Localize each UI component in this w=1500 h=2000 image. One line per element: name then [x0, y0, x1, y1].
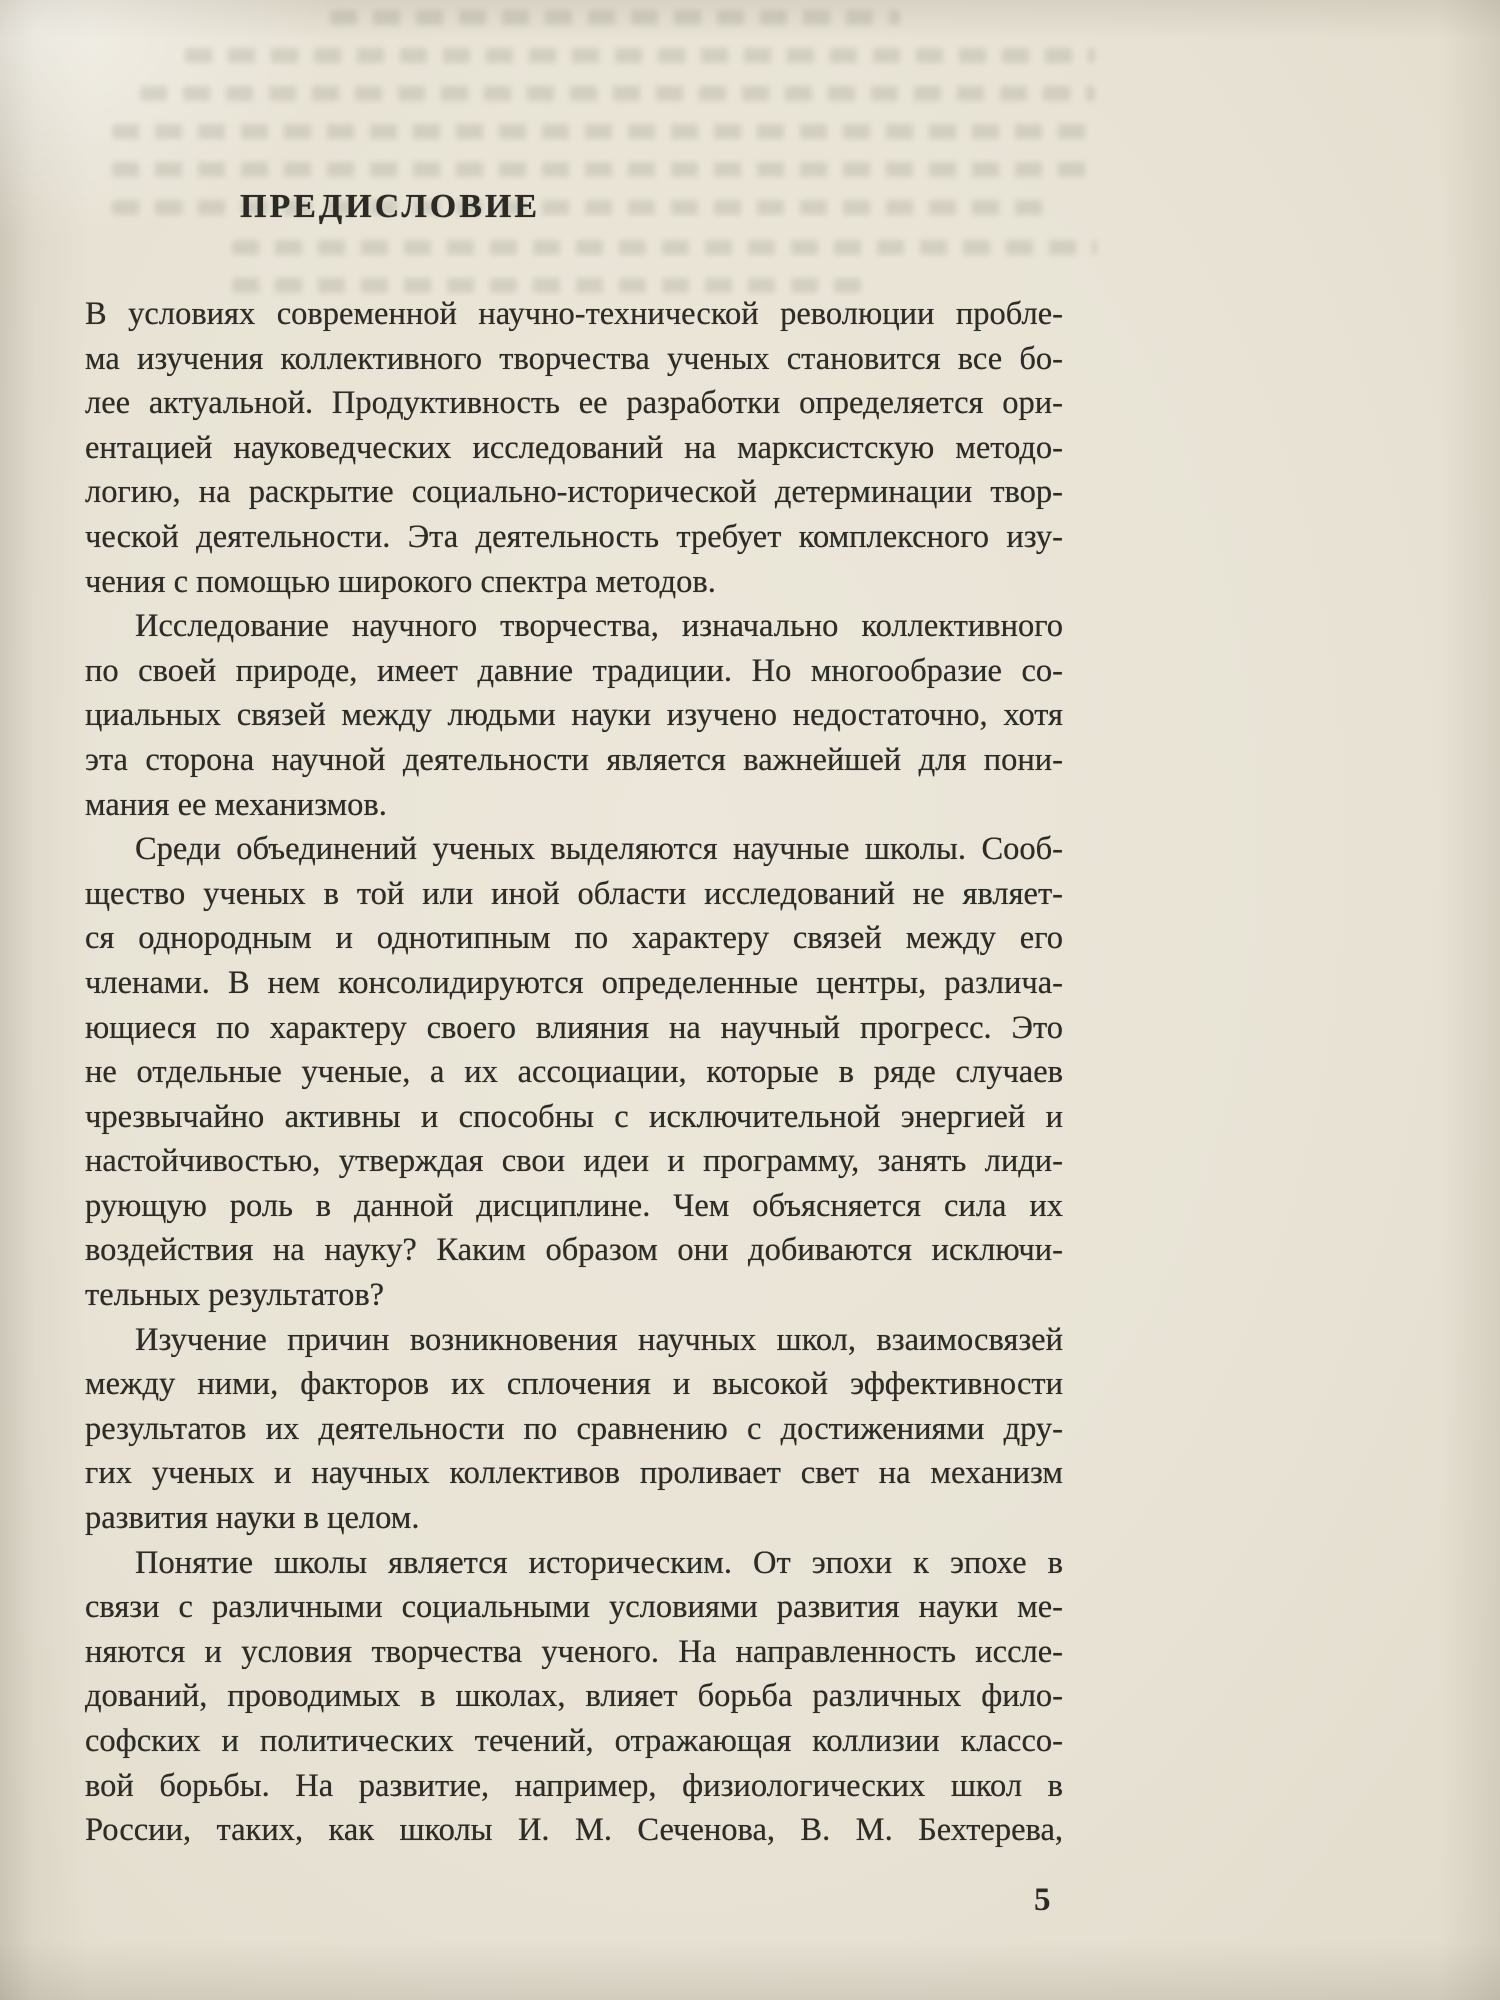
- text-line: рующую роль в данной дисциплине. Чем объясняется сила их: [85, 1187, 1063, 1224]
- bleedthrough-line: [185, 48, 1095, 63]
- text-line: развития науки в целом.: [85, 1500, 420, 1537]
- bleedthrough-line: [112, 162, 1097, 177]
- bleedthrough-line: [330, 10, 900, 25]
- text-line: чрезвычайно активны и способны с исключительной энергией и: [85, 1098, 1063, 1135]
- bleedthrough-line: [112, 124, 1097, 139]
- paragraph: [85, 292, 1063, 604]
- text-line: циальных связей между людьми науки изучено недостаточно, хотя: [85, 697, 1063, 734]
- text-line: между ними, факторов их сплочения и высокой эффективности: [85, 1366, 1063, 1403]
- text-line: вой борьбы. На развитие, например, физиологических школ в: [85, 1767, 1063, 1804]
- text-line: тельных результатов?: [85, 1277, 385, 1314]
- text-line: логию, на раскрытие социально-исторической детерминации твор-: [85, 474, 1063, 511]
- text-line: Понятие школы является историческим. От эпохи к эпохе в: [135, 1544, 1063, 1581]
- text-line: ся однородным и однотипным по характеру связей между его: [85, 920, 1063, 957]
- text-line: не отдельные ученые, а их ассоциации, которые в ряде случаев: [85, 1054, 1063, 1091]
- text-line: няются и условия творчества ученого. На направленность иссле-: [85, 1633, 1063, 1670]
- paragraph: [85, 604, 1063, 827]
- paragraph: [85, 1318, 1063, 1541]
- page-title: ПРЕДИСЛОВИЕ: [240, 188, 541, 225]
- text-line: ческой деятельности. Эта деятельность требует комплексного изу-: [85, 518, 1063, 555]
- text-line: связи с различными социальными условиями развития науки ме-: [85, 1589, 1063, 1626]
- bleedthrough-line: [140, 86, 1095, 101]
- text-line: Среди объединений ученых выделяются научные школы. Сооб-: [135, 831, 1063, 868]
- paragraph: [85, 1541, 1063, 1853]
- body-text: [85, 292, 1063, 1853]
- bleedthrough-line: [232, 240, 1097, 255]
- text-line: ентацией науковедческих исследований на марксистскую методо-: [85, 429, 1063, 466]
- text-line: Исследование научного творчества, изначально коллективного: [135, 608, 1063, 645]
- text-line: мания ее механизмов.: [85, 786, 387, 823]
- page-number: 5: [1034, 1882, 1051, 1918]
- text-line: результатов их деятельности по сравнению с достижениями дру-: [85, 1410, 1063, 1447]
- text-line: щество ученых в той или иной области исследований не являет-: [85, 875, 1063, 912]
- text-line: лее актуальной. Продуктивность ее разработки определяется ори-: [85, 385, 1063, 422]
- text-line: чения с помощью широкого спектра методов.: [85, 563, 716, 600]
- text-line: ющиеся по характеру своего влияния на научный прогресс. Это: [85, 1009, 1063, 1046]
- text-line: членами. В нем консолидируются определенные центры, различа-: [85, 964, 1063, 1001]
- text-line: по своей природе, имеет давние традиции. Но многообразие со-: [85, 652, 1063, 689]
- text-line: В условиях современной научно-технической революции пробле-: [85, 296, 1063, 332]
- text-line: Изучение причин возникновения научных школ, взаимосвязей: [135, 1321, 1063, 1358]
- text-line: воздействия на науку? Каким образом они добиваются исключи-: [85, 1232, 1063, 1269]
- text-line: эта сторона научной деятельности является важнейшей для пони-: [85, 741, 1063, 778]
- paragraph: [85, 827, 1063, 1318]
- text-line: настойчивостью, утверждая свои идеи и программу, занять лиди-: [85, 1143, 1063, 1180]
- text-line: дований, проводимых в школах, влияет борьба различных фило-: [85, 1678, 1063, 1715]
- text-line: ма изучения коллективного творчества ученых становится все бо-: [85, 340, 1063, 377]
- text-line: России, таких, как школы И. М. Сеченова, В. М. Бехтерева,: [85, 1812, 1063, 1849]
- text-line: гих ученых и научных коллективов проливает свет на механизм: [85, 1455, 1063, 1492]
- text-line: софских и политических течений, отражающая коллизии классо-: [85, 1723, 1063, 1759]
- bleedthrough-line: [232, 278, 862, 293]
